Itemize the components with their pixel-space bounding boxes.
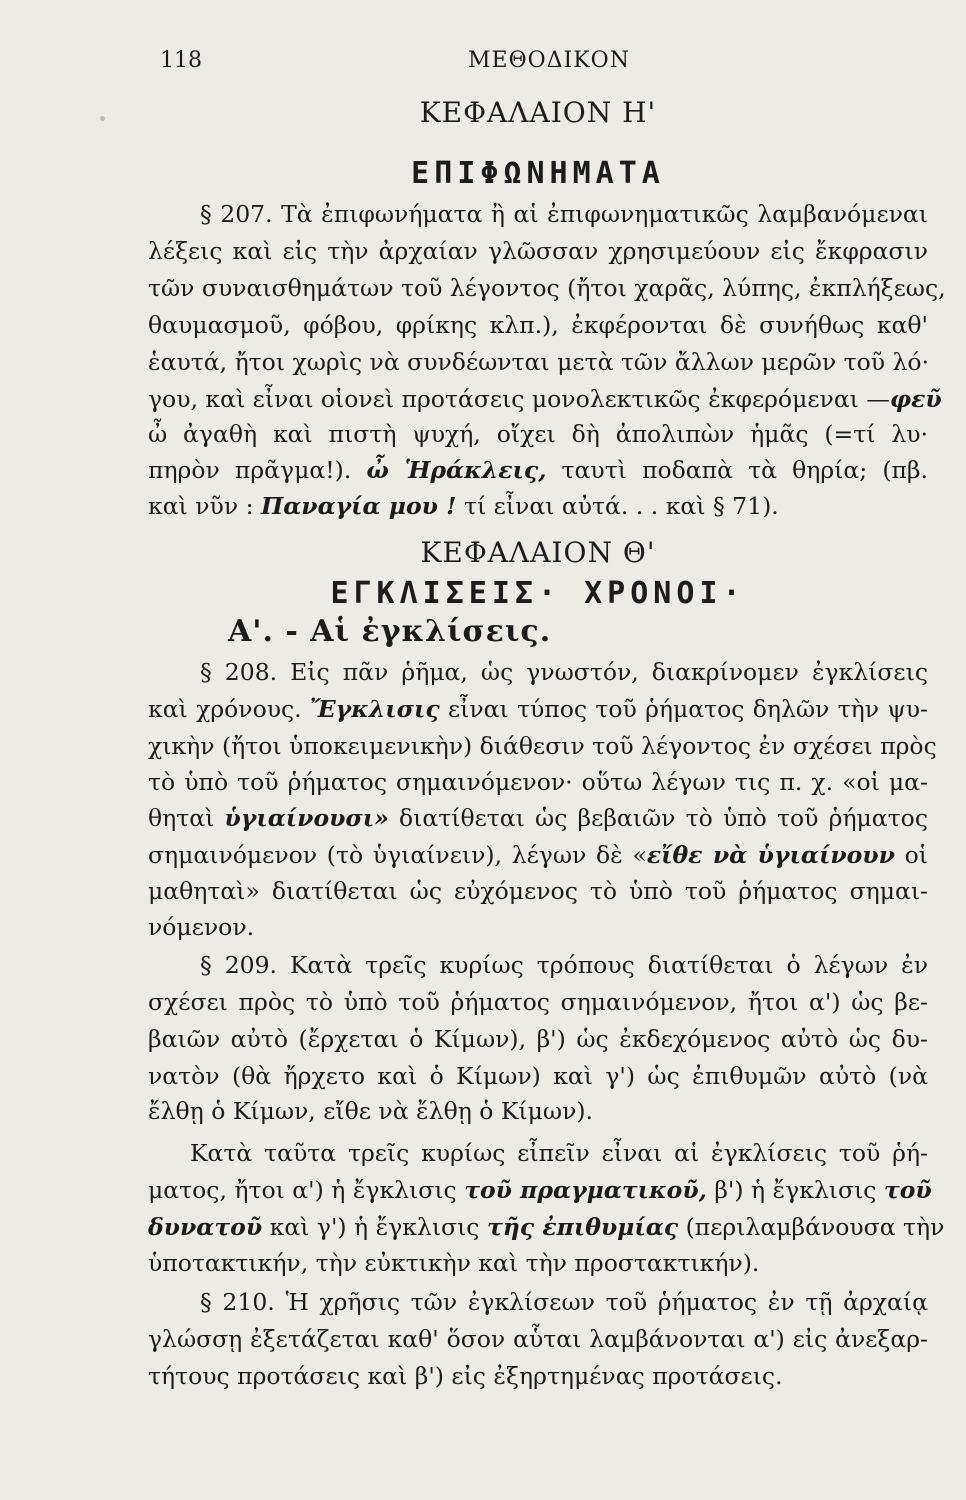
text-run: καὶ γ') ἡ ἔγκλισις (269, 1213, 480, 1241)
sec207-line-8 (148, 456, 928, 492)
emphasis: τῆς ἐπιθυμίας (486, 1213, 679, 1241)
page-header (160, 44, 920, 78)
sec207-line-4: θαυμασμοῦ, φόβου, φρίκης κλπ.), ἐκφέρονται δὲ συνήθως καθ' (148, 311, 928, 339)
sec208-line-4: τὸ ὑπὸ τοῦ ῥήματος σημαινόμενον· οὕτω λέγων τις π. χ. «οἱ μα- (148, 768, 928, 796)
text-run: (περιλαμβάνουσα τὴν (685, 1213, 945, 1241)
sec209-line-1: § 209. Κατὰ τρεῖς κυρίως τρόπους διατίθεται ὁ λέγων ἐν (200, 951, 928, 979)
text-run: καὶ χρόνους. (148, 695, 302, 723)
emphasis: δυνατοῦ (148, 1213, 263, 1241)
text-run: ματος, ἤτοι α') ἡ ἔγκλισις (148, 1176, 457, 1204)
text-run: γου, καὶ εἶναι οἱονεὶ προτάσεις μονολεκτικῶς ἐκφερόμεναι — (148, 385, 890, 413)
emphasis: φεῦ (889, 385, 942, 413)
sec209-para2-line-1: Κατὰ ταῦτα τρεῖς κυρίως εἶπεῖν εἶναι αἱ ἐγκλίσεις τοῦ ῥή- (190, 1139, 928, 1167)
emphasis: τοῦ πραγματικοῦ, (464, 1176, 707, 1204)
sec209-line-4: νατὸν (θὰ ἤρχετο καὶ ὁ Κίμων) καὶ γ') ὡς ἐπιθυμῶν αὐτὸ (νὰ (148, 1062, 928, 1090)
text-run: διατίθεται ὡς βεβαιῶν τὸ ὑπὸ τοῦ ῥήματος (399, 804, 928, 832)
text-run: θηταὶ (148, 804, 215, 832)
emphasis: τοῦ (883, 1176, 932, 1204)
sec209-line-5: ἔλθῃ ὁ Κίμων, εἴθε νὰ ἔλθῃ ὁ Κίμων). (148, 1097, 594, 1125)
emphasis: ὑγιαίνουσι» (224, 804, 389, 832)
sec207-line-2: λέξεις καὶ εἰς τὴν ἀρχαίαν γλῶσσαν χρησιμεύουν εἰς ἔκφρασιν (148, 237, 928, 265)
sec209-para2-line-3 (148, 1213, 945, 1249)
sec208-line-8: νόμενον. (148, 913, 255, 941)
sec208-line-1: § 208. Εἰς πᾶν ῥῆμα, ὡς γνωστόν, διακρίνομεν ἐγκλίσεις (200, 658, 928, 686)
chapter-h-heading: ΚΕΦΑΛΑΙΟΝ Η' (419, 96, 657, 129)
page-number: 118 (160, 48, 202, 73)
text-run: καὶ νῦν : (148, 492, 254, 520)
sec207-line-6 (148, 385, 942, 421)
sec209-line-2: σχέσει πρὸς τὸ ὑπὸ τοῦ ῥήματος σημαινόμενον, ἤτοι α') ὡς βε- (148, 988, 928, 1016)
text-run: ταυτὶ ποδαπὰ τὰ θηρία; (πβ. (561, 456, 928, 484)
emphasis: Παναγία μου ! (260, 492, 457, 520)
sec210-line-2: γλώσσῃ ἐξετάζεται καθ' ὅσον αὗται λαμβάνονται α') εἰς ἀνεξαρ- (148, 1325, 928, 1353)
sec209-line-3: βαιῶν αὐτὸ (ἔρχεται ὁ Κίμων), β') ὡς ἐκδεχόμενος αὐτὸ ὡς δυ- (148, 1025, 928, 1053)
emphasis: εἴθε νὰ ὑγιαίνουν (646, 841, 895, 869)
sec209-para2-line-4: ὑποτακτικήν, τὴν εὐκτικὴν καὶ τὴν προστακτικήν). (148, 1249, 760, 1277)
sec208-line-7: μαθηταὶ» διατίθεται ὡς εὐχόμενος τὸ ὑπὸ τοῦ ῥήματος σημαι- (148, 877, 928, 905)
sec207-line-3: τῶν συναισθημάτων τοῦ λέγοντος (ἤτοι χαρᾶς, λύπης, ἐκπλήξεως, (148, 274, 946, 302)
sec210-line-1: § 210. Ἡ χρῆσις τῶν ἐγκλίσεων τοῦ ῥήματος ἐν τῇ ἀρχαίᾳ (200, 1288, 928, 1316)
sec207-line-7: ὦ ἀγαθὴ καὶ πιστὴ ψυχή, οἴχει δὴ ἀπολιπὼν ἡμᾶς (=τί λυ· (148, 420, 928, 448)
text-run: οἱ (904, 841, 928, 869)
emphasis: Ἔγκλισις (309, 695, 440, 723)
chapter-th-heading: ΚΕΦΑΛΑΙΟΝ Θ' (420, 536, 656, 569)
emphasis: ὦ Ἡράκλεις, (366, 456, 547, 484)
sec210-line-3: τήτους προτάσεις καὶ β') εἰς ἐξηρτημένας προτάσεις. (148, 1362, 783, 1390)
sec207-line-1: § 207. Τὰ ἐπιφωνήματα ἢ αἱ ἐπιφωνηματικῶς λαμβανόμεναι (200, 200, 928, 228)
sec207-line-5: ἑαυτά, ἤτοι χωρὶς νὰ συνδέωνται μετὰ τῶν ἄλλων μερῶν τοῦ λό· (148, 348, 929, 376)
sec208-line-6 (148, 841, 928, 877)
sec208-line-5 (148, 804, 928, 840)
text-run: τί εἶναι αὐτά. . . καὶ § 71). (463, 492, 779, 520)
sec208-line-3: χικὴν (ἤτοι ὑποκειμενικὴν) διάθεσιν τοῦ λέγοντος ἐν σχέσει πρὸς (148, 732, 937, 760)
chapter-th-subtitle: Α'. - Αἱ ἐγκλίσεις. (228, 614, 552, 649)
text-run: σημαινόμενον (τὸ ὑγιαίνειν), λέγων δὲ « (148, 841, 647, 869)
text-run: β') ἡ ἔγκλισις (714, 1176, 877, 1204)
text-run: εἶναι τύπος τοῦ ῥήματος δηλῶν τὴν ψυ- (447, 695, 928, 723)
text-run: πηρὸν πρᾶγμα!). (148, 456, 352, 484)
sec207-line-9 (148, 492, 928, 528)
sec209-para2-line-2 (148, 1176, 932, 1212)
chapter-h-title: ΕΠΙΦΩΝΗΜΑΤΑ (411, 156, 665, 191)
running-title: ΜΕΘΟΔΙΚΟΝ (468, 48, 630, 73)
chapter-th-title: ΕΓΚΛΙΣΕΙΣ· ΧΡΟΝΟΙ· (330, 576, 746, 611)
print-speck (100, 116, 105, 121)
sec208-line-2 (148, 695, 928, 731)
